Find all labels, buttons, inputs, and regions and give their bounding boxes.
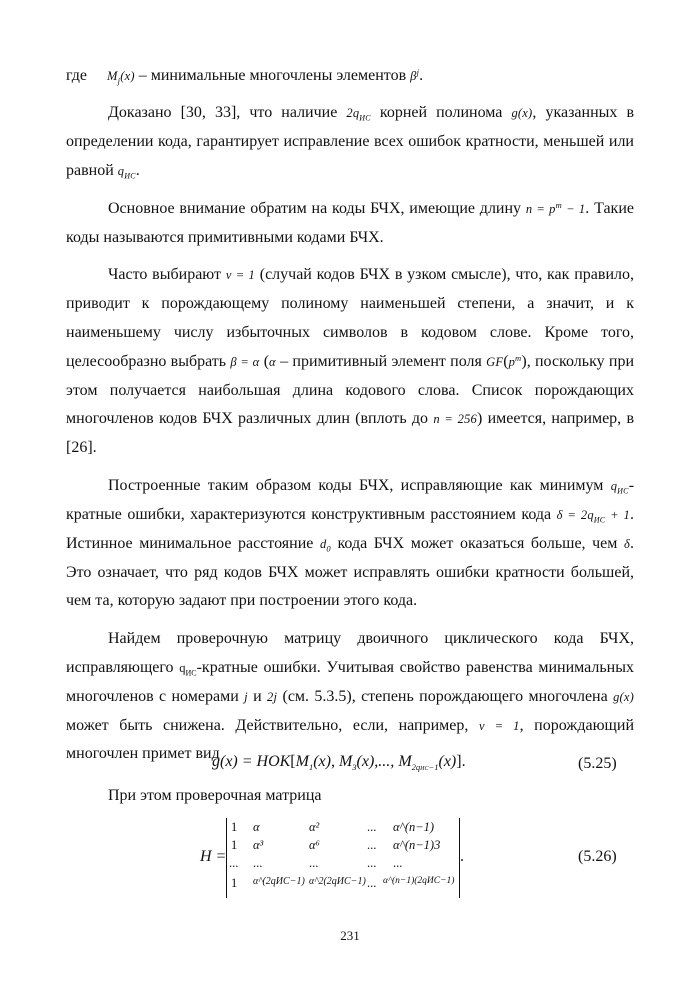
paragraph-check-matrix: Найдем проверочную матрицу двоичного циклического кода БЧХ, исправляющего $q_{ИС}$-кратные ошибки. Учитывая свойство равенства минимальных многочленов с номерами j и 2j (см. 5.3.5), степень порождающего многочлена g(x) может быть снижена. Действительно, если, например, v = 1, порождающий многочлен примет вид: [66, 629, 635, 763]
paragraph-constructed: Построенные таким образом коды БЧХ, исправляющие как минимум $q_{ИС}$-кратные ошибки, характеризуются конструктивным расстоянием кода $\delta = 2q_{ИС} + 1$. Истинное минимальное расстояние $d_0$ кода БЧХ может оказаться больше, чем δ. Это означает, что ряд кодов БЧХ может исправлять ошибки кратности большей, чем та, которую задают при построении этого кода.: [66, 476, 635, 610]
equation-number-5-26: (5.26): [578, 848, 617, 865]
paragraph-main-attention: Основное внимание обратим на коды БЧХ, имеющие длину $n = p^m - 1$. Такие коды называются примитивными кодами БЧХ.: [66, 199, 634, 246]
body-text: [66, 62, 635, 773]
matrix-cell: α⁶: [309, 838, 320, 852]
equation-5-25: $g(x) = НОК[M_1(x)$, $M_3(x)$,..., $M_{2qИС-1}(x)$].: [212, 753, 466, 773]
matrix-cell: ...: [367, 838, 377, 852]
matrix-cell: α: [253, 820, 260, 834]
paragraph-check-matrix-intro: При этом проверочная матрица: [108, 787, 322, 804]
matrix-cell: 1: [231, 820, 238, 834]
matrix-cell: ...: [367, 820, 377, 834]
page-number: 231: [340, 928, 360, 943]
matrix-cell: α^2(2qИС−1): [309, 876, 366, 887]
paragraph-proved: Доказано [30, 33], что наличие $2q_{ИС}$ корней полинома g(x), указанных в определении кода, гарантирует исправление всех ошибок кратности, меньшей или равной $q_{ИС}$.: [66, 104, 635, 181]
matrix-cell: ...: [253, 856, 263, 870]
parity-check-matrix: [226, 818, 460, 898]
matrix-cell: α^(2qИС−1): [253, 876, 305, 887]
matrix-cell: 1: [231, 876, 238, 890]
paragraph-often-chosen: Часто выбирают v = 1 (случай кодов БЧХ в узком смысле), что, как правило, приводит к порождающему полиному наименьшей степени, а значит, и к наименьшему числу избыточных символов в кодовом слове. Кроме того, целесообразно выбрать β = α (α – примитивный элемент поля $GF(p^m)$, поскольку при этом получается наибольшая длина кодового слова. Список порождающих многочленов кодов БЧХ различных длин (вплоть до n = 256) имеется, например, в [26].: [66, 265, 635, 457]
equation-number-5-25: (5.25): [578, 755, 617, 772]
matrix-cell: ...: [309, 856, 319, 870]
matrix-cell: ...: [367, 856, 377, 870]
matrix-cell: α^(n−1)(2qИС−1): [383, 876, 455, 886]
matrix-cell: α²: [309, 820, 320, 834]
paragraph-where: где $M_j(x)$ – минимальные многочлены элементов $\beta^j$.: [66, 66, 424, 86]
matrix-lhs: H =: [200, 848, 227, 865]
matrix-cell: ...: [367, 876, 377, 890]
matrix-cell: ...: [393, 856, 403, 870]
matrix-intro: [66, 782, 634, 811]
matrix-cell: α^(n−1)3: [393, 838, 441, 852]
matrix-cell: α³: [253, 838, 264, 852]
matrix-cell: ...: [229, 856, 239, 870]
matrix-cell: α^(n−1): [393, 820, 435, 834]
matrix-end-period: .: [460, 848, 464, 865]
matrix-cell: 1: [231, 838, 238, 852]
